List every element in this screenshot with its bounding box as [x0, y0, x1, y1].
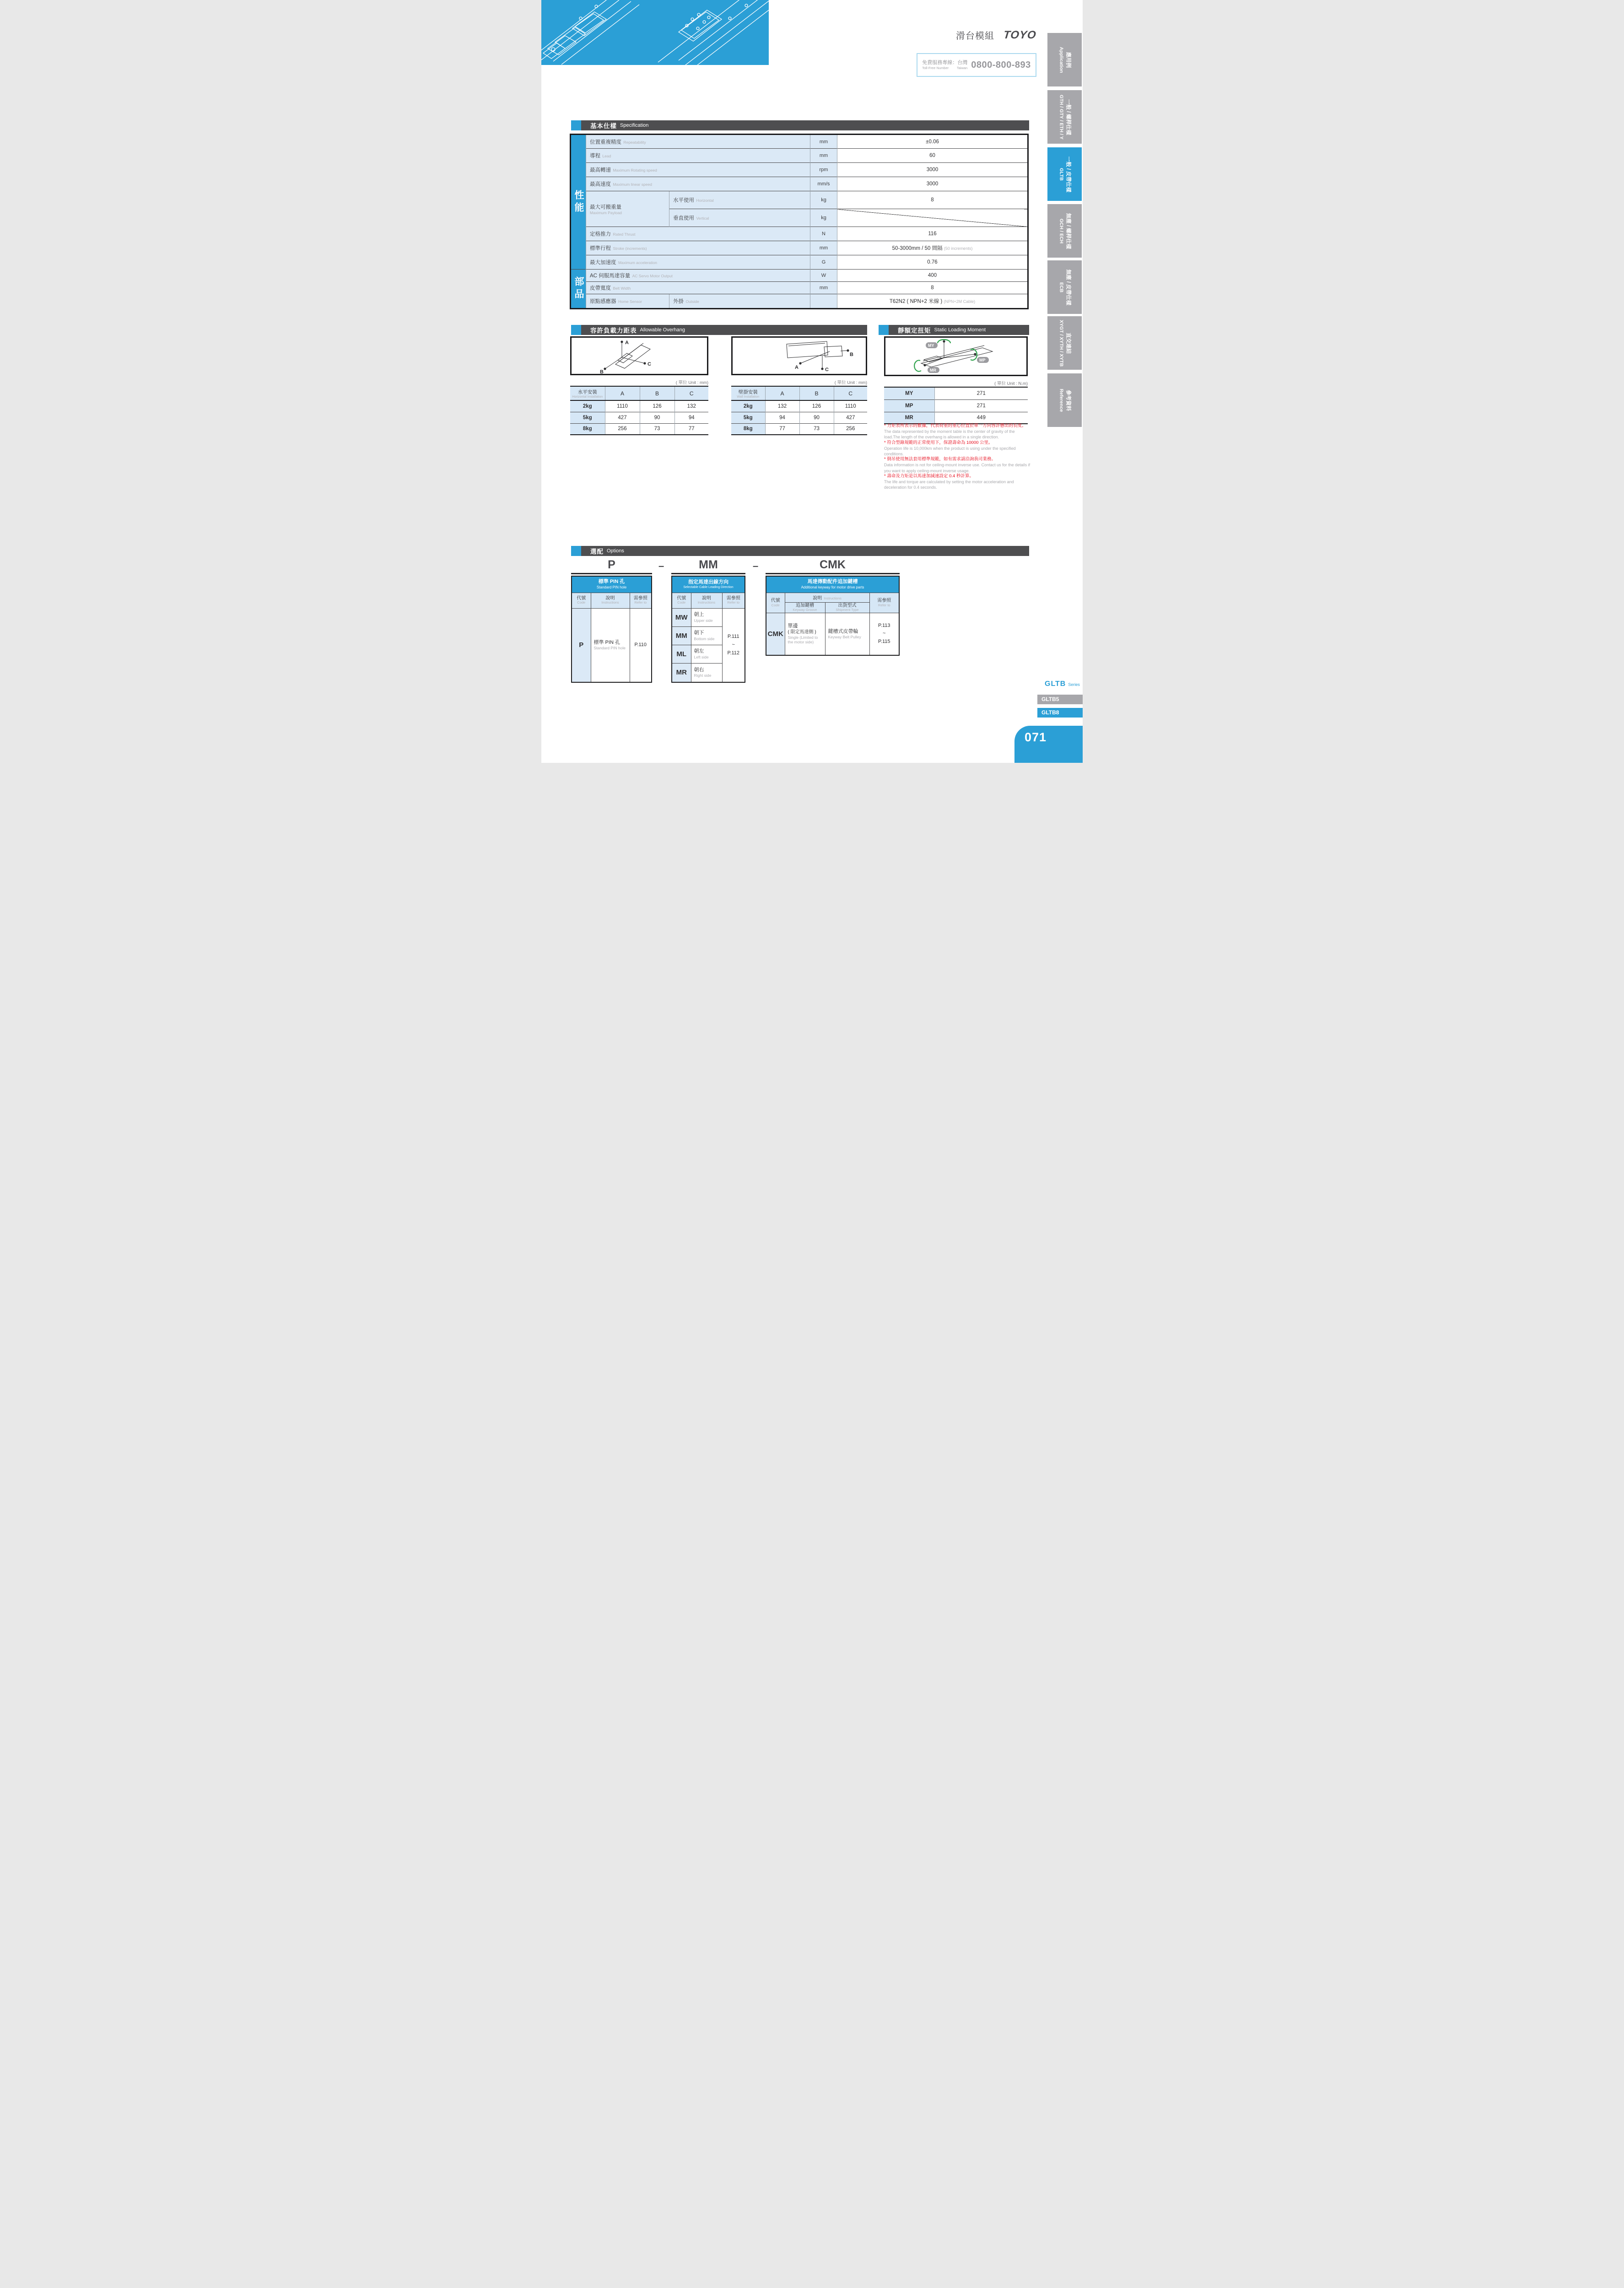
table-row: 代號 Code 說明 Instructions 需參照 Refer to — [672, 593, 745, 608]
section-accent-icon — [571, 546, 581, 556]
svg-text:A: A — [795, 365, 799, 370]
page-number: 071 — [1025, 730, 1047, 744]
tollfree-label-zh: 免費服務專線：台灣 — [922, 59, 968, 65]
option-code-cmk: CMK — [820, 558, 846, 571]
tollfree-label-en: Toll-Free Number — [922, 65, 949, 70]
note-en: Operation life is 10,000km when the product is using under the specified conditions. — [884, 446, 1016, 457]
moment-label-mp: MP — [979, 358, 986, 362]
series-title: GLTB Series — [1045, 680, 1080, 688]
section-header-overhang: 容許負載力距表 Allowable Overhang — [571, 325, 867, 335]
option-table-cable-direction — [671, 576, 745, 683]
sidebar-tab-application[interactable]: 應用例 Application — [1047, 33, 1082, 86]
footnotes — [884, 423, 1031, 490]
table-row: MR 朝右 Right side — [672, 663, 745, 682]
unit-caption: ( 單位 Unit : N.m) — [994, 381, 1028, 386]
sidebar-tab-gth-gty-eth-y[interactable]: 一般 / 螺桿仕樣 GTH / GTY / ETH / Y — [1047, 90, 1082, 144]
table-row: 指定馬達出線方向 Selectable Cable Leading Direction — [672, 576, 745, 593]
table-row: 標準行程 Stroke (increments) mm 50-3000mm / 50 間隔 (50 increments) — [571, 241, 1028, 255]
table-row: 最大可搬重量 Maximum Payload 水平使用 Horizontal kg 8 — [571, 191, 1028, 209]
section-accent-icon — [879, 325, 889, 335]
page-number-badge — [1014, 726, 1083, 763]
note-zh: * 壽命及力矩是以馬達加減速設定 0.4 秒計算。 — [884, 473, 974, 479]
section-accent-icon — [571, 325, 581, 335]
svg-text:C: C — [825, 367, 829, 372]
code-underline — [766, 573, 900, 574]
note-zh: * 倒吊使用無法套用標準規範，如有需求請洽詢我司業務。 — [884, 457, 996, 462]
table-row: CMK 單邊 ( 限定馬達側 ) Single (Limited to the motor side) 鍵槽式皮帶輪 Keyway Belt Pulley P.113 ~ P.115 — [766, 613, 899, 655]
sidebar-tab-reference[interactable]: 參考資料 Reference — [1047, 373, 1082, 427]
note-zh: * 力矩表所表示的數據，代表荷重的重心位置於單一方向容許懸出的長度。 — [884, 423, 1026, 428]
table-row: 最高轉速 Maximum Rotating speed rpm 3000 — [571, 163, 1028, 177]
option-code-mm: MM — [699, 558, 718, 571]
table-row: 水平安裝 Horizontal Installation A B C — [570, 386, 708, 400]
section-accent-icon — [571, 120, 581, 130]
code-separator: – — [753, 560, 759, 572]
tollfree-box — [917, 53, 1036, 77]
table-row: 導程 Lead mm 60 — [571, 149, 1028, 163]
not-applicable-diagonal — [837, 209, 1028, 227]
table-row: ML 朝左 Left side — [672, 645, 745, 663]
static-moment-table — [884, 387, 1028, 424]
tollfree-region: Taiwan — [956, 65, 968, 70]
table-row: 皮帶寬度 Belt Width mm 8 — [571, 282, 1028, 294]
overhang-horizontal-table — [570, 386, 708, 435]
unit-caption: ( 單位 Unit : mm) — [675, 380, 708, 385]
code-underline — [671, 573, 745, 574]
moment-label-my: MY — [928, 343, 934, 348]
band-performance: 性能 — [573, 189, 584, 215]
table-row: 8kg 77 73 256 — [731, 423, 867, 435]
table-row: MM 朝下 Bottom side — [672, 626, 745, 645]
code-separator: – — [658, 560, 664, 572]
table-row: P 標準 PIN 孔 Standard PIN hole P.110 — [572, 608, 652, 682]
option-table-keyway — [766, 576, 900, 656]
sidebar-tab-gch-ech[interactable]: 無塵 / 螺桿仕樣 GCH / ECH — [1047, 204, 1082, 258]
model-chip-gltb5[interactable]: GLTB5 — [1037, 695, 1083, 704]
svg-text:A: A — [625, 340, 629, 345]
sidebar-tab-xygt-xyth-xytb[interactable]: 直交連結 XYGT / XYTH / XYTB — [1047, 316, 1082, 370]
catalog-page — [541, 0, 1083, 763]
table-row: MR 449 — [884, 412, 1028, 424]
sidebar-tab-gltb-active[interactable]: 一般 / 皮帶仕樣 GLTB — [1047, 147, 1082, 201]
overhang-wall-table — [731, 386, 867, 435]
table-row: 最高速度 Maximum linear speed mm/s 3000 — [571, 177, 1028, 191]
model-chip-gltb8[interactable]: GLTB8 — [1037, 708, 1083, 718]
table-row: 部品 AC 伺服馬達容量 AC Servo Motor Output W 400 — [571, 270, 1028, 282]
overhang-horizontal-diagram — [570, 336, 708, 375]
table-row: 垂直使用 Vertical kg — [571, 209, 1028, 227]
specification-table — [570, 134, 1029, 309]
section-header-options: 選配 Options — [571, 546, 1029, 556]
table-row: MW 朝上 Upper side P.111 ~ P.112 — [672, 608, 745, 626]
table-row: 2kg 132 126 1110 — [731, 400, 867, 412]
band-parts: 部品 — [573, 276, 584, 301]
table-row: 代號 Code 說明 Instructions 需參照 Refer to — [766, 593, 899, 602]
svg-text:C: C — [647, 362, 651, 367]
table-row: 5kg 94 90 427 — [731, 412, 867, 423]
table-row: 最大加速度 Maximum acceleration G 0.76 — [571, 255, 1028, 270]
note-en: The data represented by the moment table is the center of gravity of the load.The length of the overhang is allowed in a single direction. — [884, 429, 1015, 440]
svg-text:B: B — [600, 369, 604, 374]
table-row: 性能 位置重複精度 Repeatability mm ±0.06 — [571, 135, 1028, 149]
section-title-en: Specification — [620, 123, 649, 128]
table-row: 追加鍵槽 Keyway Groove 出貨型式 Shipment Type — [766, 602, 899, 613]
table-row: MY 271 — [884, 387, 1028, 399]
tollfree-phone: 0800-800-893 — [971, 59, 1031, 70]
code-underline — [571, 573, 652, 574]
note-en: Data information is not for ceiling-mount inverse use. Contact us for the details if you want to apply ceiling-mount inverse usage. — [884, 463, 1031, 473]
option-table-pin-hole — [571, 576, 652, 683]
product-category-title: 滑台模組 — [955, 31, 994, 41]
table-row: 馬達傳動配件追加鍵槽 Additional keyway for motor drive parts — [766, 576, 899, 593]
table-row: 定格推力 Rated Thrust N 116 — [571, 227, 1028, 241]
section-header-static-moment: 靜額定扭矩 Static Loading Moment — [879, 325, 1029, 335]
note-zh: * 符合型錄規範的正常使用下，保證壽命為 10000 公里。 — [884, 440, 993, 445]
table-row: 代號 Code 說明 Instructions 需參照 Refer to — [572, 593, 652, 608]
section-title-zh: 基本仕樣 — [590, 123, 617, 130]
option-code-p: P — [608, 558, 615, 571]
page-header — [862, 28, 1036, 42]
table-row: 標準 PIN 孔 Standard PIN hole — [572, 576, 652, 593]
overhang-wall-diagram — [731, 336, 867, 375]
table-row: MP 271 — [884, 399, 1028, 412]
table-row: 2kg 1110 126 132 — [570, 400, 708, 412]
table-row: 8kg 256 73 77 — [570, 423, 708, 435]
brand-logo: TOYO — [1003, 28, 1037, 41]
section-header-specification — [571, 120, 1029, 130]
table-row: 5kg 427 90 94 — [570, 412, 708, 423]
sidebar-tab-ecb[interactable]: 無塵 / 皮帶仕樣 ECB — [1047, 260, 1082, 314]
moment-axes-diagram — [884, 336, 1028, 376]
note-en: The life and torque are calculated by setting the motor acceleration and deceleration for 0.4 seconds. — [884, 480, 1014, 490]
unit-caption: ( 單位 Unit : mm) — [834, 380, 867, 385]
table-row: 壁掛安裝 Wall Installation A B C — [731, 386, 867, 400]
table-row: 原點感應器 Home Sensor 外掛 Outside T62N2 ( NPN+2 米線 ) (NPN+2M Cable) — [571, 294, 1028, 309]
moment-label-mr: MR — [930, 368, 936, 372]
svg-text:B: B — [850, 352, 853, 357]
product-isometric-drawing — [541, 0, 769, 65]
